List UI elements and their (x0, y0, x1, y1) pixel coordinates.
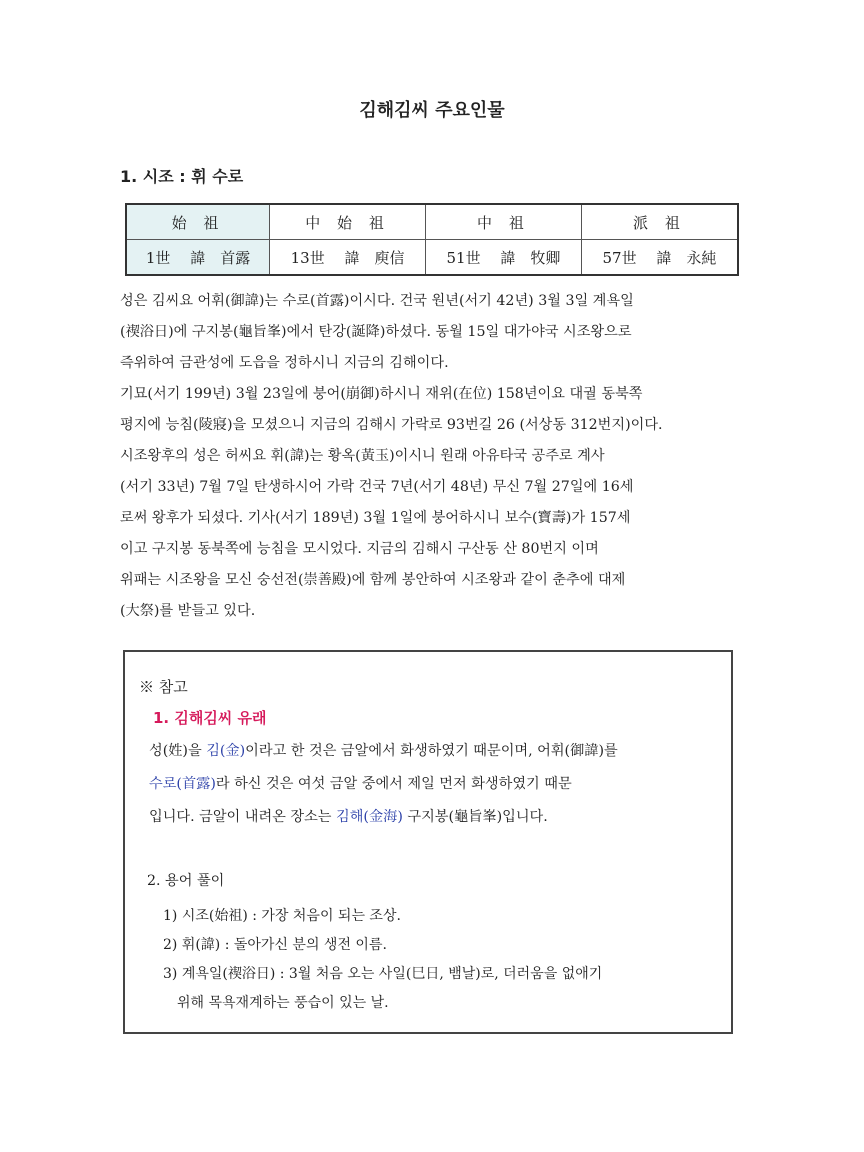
highlight-text: 김해(金海) (336, 809, 403, 825)
text-segment: 이라고 한 것은 금알에서 화생하였기 때문이며, 어휘(御諱)를 (245, 743, 618, 759)
highlight-text: 수로(首露) (149, 776, 216, 792)
biography-text (120, 286, 740, 627)
text-line: 로써 왕후가 되셨다. 기사(서기 189년) 3월 1일에 붕어하시니 보수(寶壽)가 157세 (120, 510, 631, 526)
text-segment: 라 하신 것은 여섯 금알 중에서 제일 먼저 화생하였기 때문 (215, 776, 572, 792)
generation-table (125, 203, 739, 276)
table-cell: 57世 諱 永純 (581, 240, 738, 276)
table-header-cell: 派 祖 (581, 204, 738, 240)
table-cell: 13世 諱 庾信 (270, 240, 426, 276)
table-header-cell: 中 祖 (426, 204, 582, 240)
page-title: 김해김씨 주요인물 (359, 100, 505, 121)
table-cell: 1世 諱 首露 (126, 240, 270, 276)
reference-box (123, 650, 733, 1034)
origin-line (149, 768, 739, 801)
origin-heading: 1. 김해김씨 유래 (153, 709, 267, 727)
text-line: (서기 33년) 7월 7일 탄생하시어 가락 건국 7년(서기 48년) 무신 7월 27일에 16세 (120, 479, 634, 495)
section-heading: 1. 시조 : 휘 수로 (120, 167, 244, 186)
table-header-cell: 始 祖 (126, 204, 270, 240)
text-segment: 성(姓)을 (149, 743, 207, 759)
table-header-cell: 中 始 祖 (270, 204, 426, 240)
text-line: (大祭)를 받들고 있다. (120, 603, 256, 619)
text-segment: 구지봉(龜旨峯)입니다. (402, 809, 548, 825)
reference-header: ※ 참고 (139, 678, 188, 696)
text-line: 즉위하여 금관성에 도읍을 정하시니 지금의 김해이다. (120, 355, 449, 371)
text-segment: 입니다. 금알이 내려온 장소는 (149, 809, 337, 825)
text-line: 기묘(서기 199년) 3월 23일에 붕어(崩御)하시니 재위(在位) 158년이요 대궐 동북쪽 (120, 386, 643, 402)
highlight-text: 김(金) (206, 743, 246, 759)
list-item: 2) 휘(諱) : 돌아가신 분의 생전 이름. (163, 937, 387, 953)
table-cell: 51世 諱 牧卿 (426, 240, 582, 276)
origin-text (149, 735, 739, 834)
text-line: 이고 구지봉 동북쪽에 능침을 모시었다. 지금의 김해시 구산동 산 80번지 이며 (120, 541, 599, 557)
text-line: (禊浴日)에 구지봉(龜旨峯)에서 탄강(誕降)하셨다. 동월 15일 대가야국 시조왕으로 (120, 324, 632, 340)
table-row (126, 240, 738, 276)
text-line: 위패는 시조왕을 모신 숭선전(崇善殿)에 함께 봉안하여 시조왕과 같이 춘추에 대제 (120, 572, 626, 588)
terms-heading: 2. 용어 풀이 (147, 873, 225, 889)
text-line: 시조왕후의 성은 허씨요 휘(諱)는 황옥(黃玉)이시니 원래 아유타국 공주로 계사 (120, 448, 605, 464)
text-line: 평지에 능침(陵寢)을 모셨으니 지금의 김해시 가락로 93번길 26 (서상동 312번지)이다. (120, 417, 663, 433)
list-item: 1) 시조(始祖) : 가장 처음이 되는 조상. (163, 908, 401, 924)
terms-list (163, 902, 723, 1018)
text-line: 성은 김씨요 어휘(御諱)는 수로(首露)이시다. 건국 원년(서기 42년) 3월 3일 계욕일 (120, 293, 634, 309)
table-header-row (126, 204, 738, 240)
list-item: 3) 계욕일(禊浴日) : 3월 처음 오는 사일(巳日, 뱀날)로, 더러움을 없애기 (163, 966, 603, 982)
origin-line (149, 801, 739, 834)
origin-line (149, 735, 739, 768)
list-item: 위해 목욕재계하는 풍습이 있는 날. (177, 995, 389, 1011)
